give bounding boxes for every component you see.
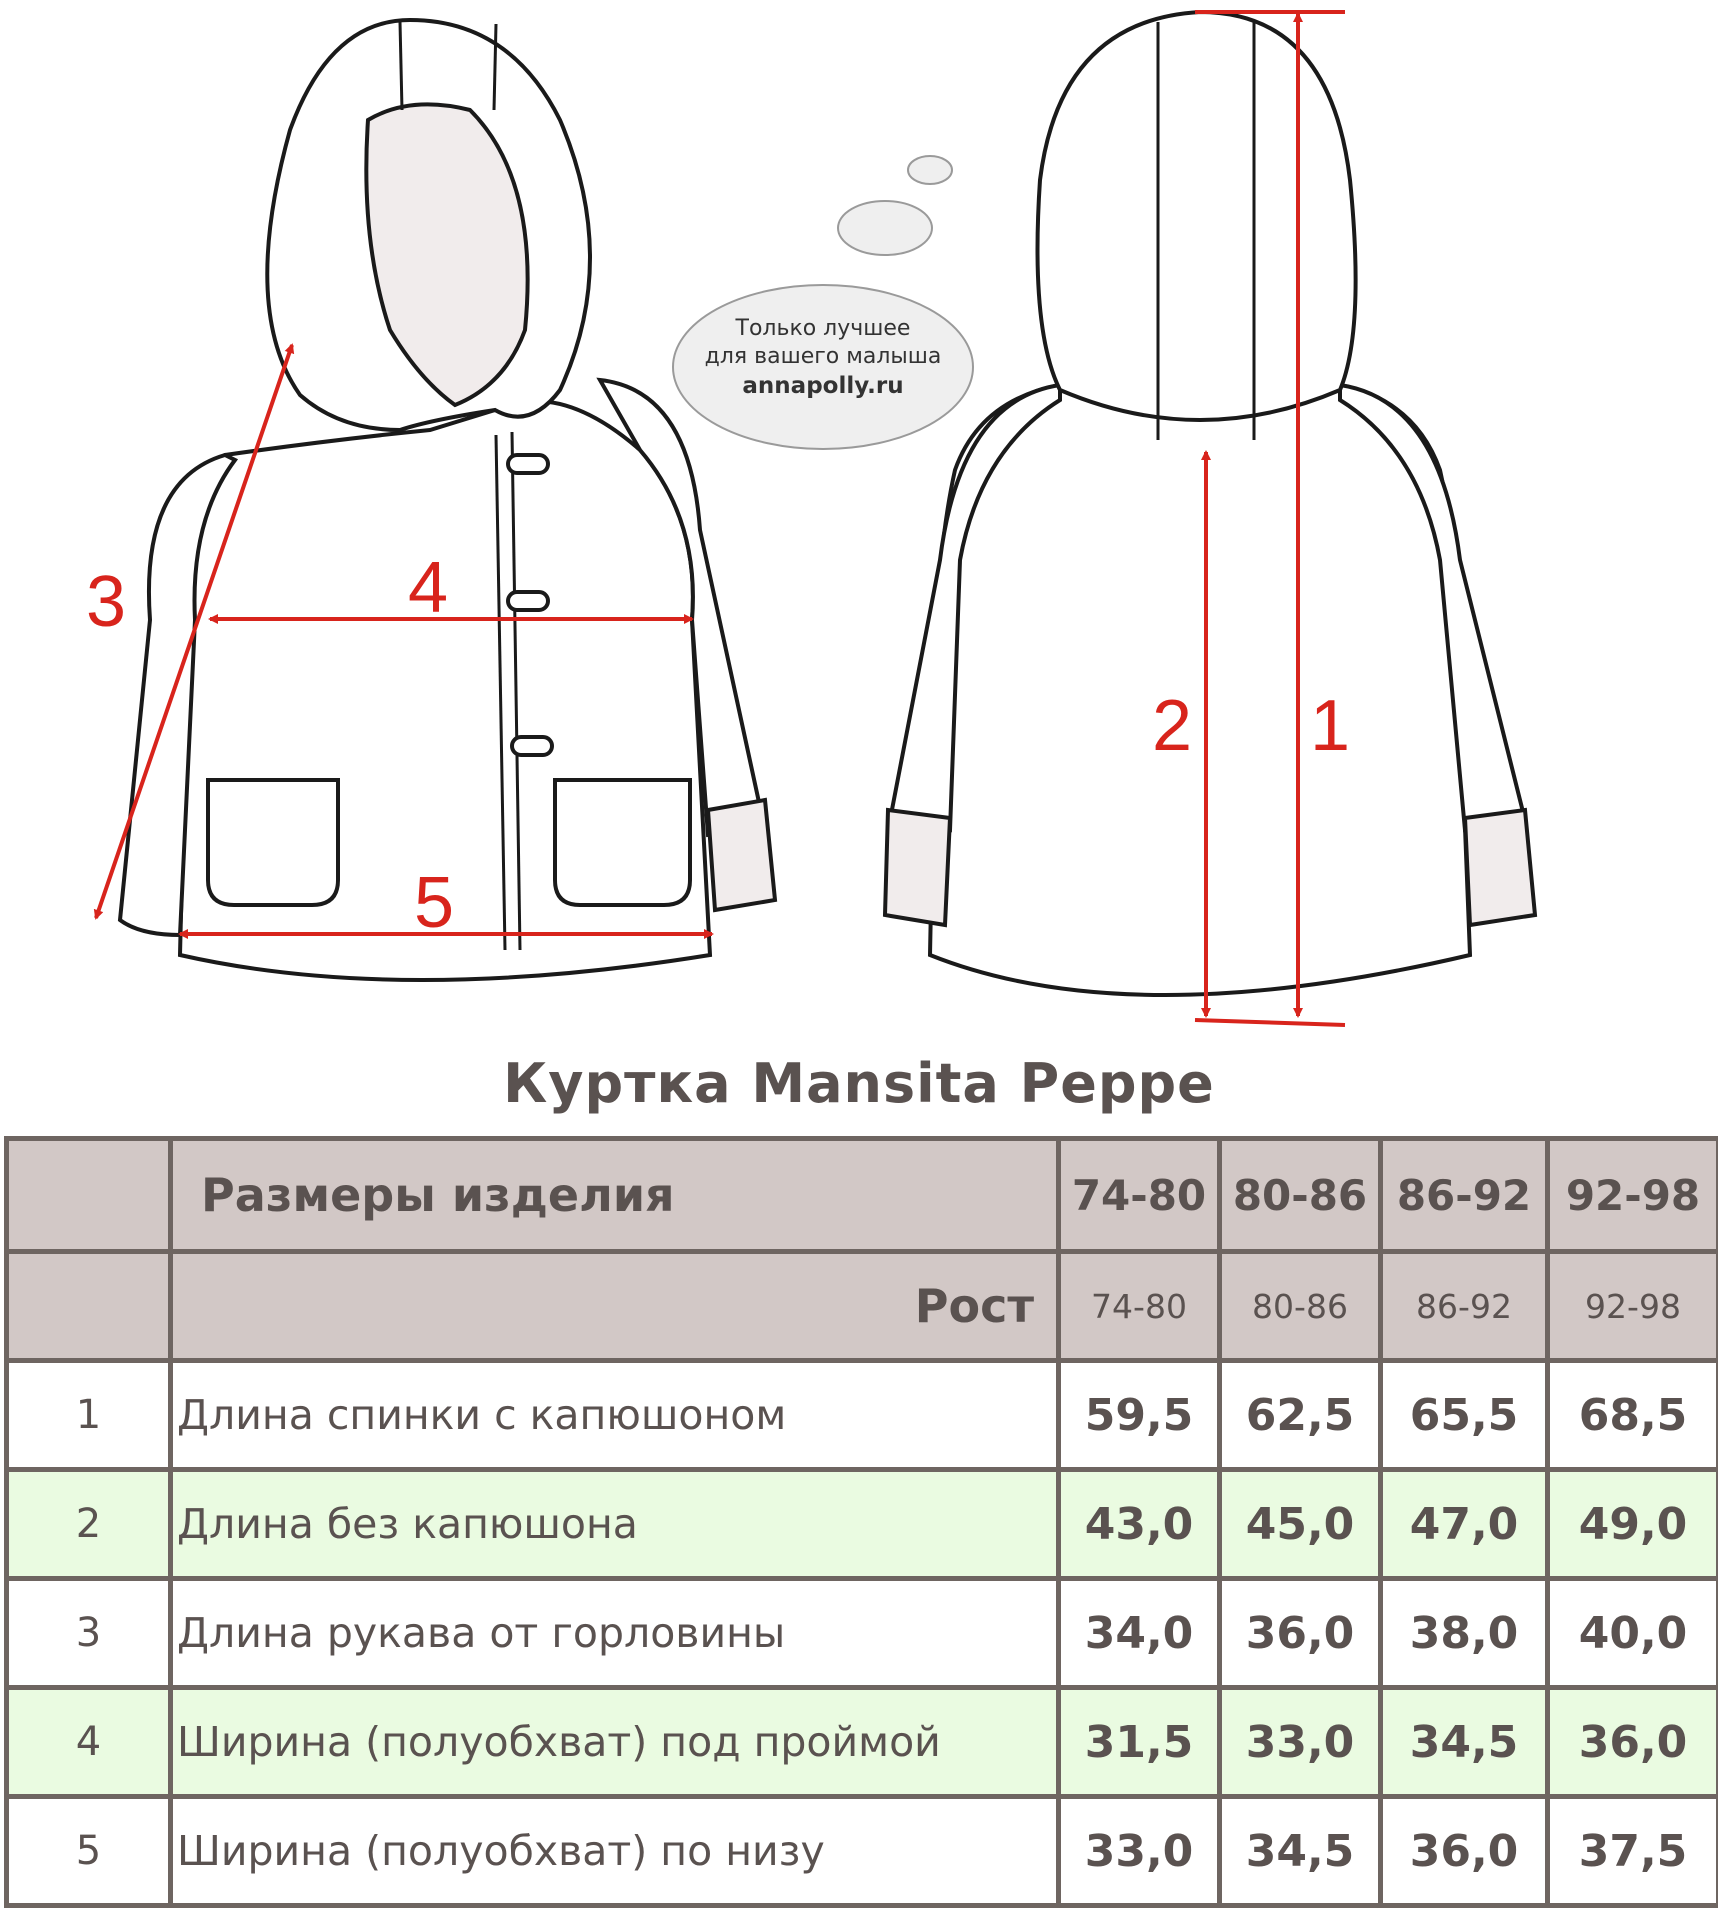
row-value: 59,5 bbox=[1059, 1361, 1220, 1470]
size-chart-table bbox=[4, 1136, 1718, 1908]
bubble-site-link[interactable]: annapolly.ru bbox=[673, 371, 973, 401]
row-value: 36,0 bbox=[1220, 1579, 1381, 1688]
header-size: 92-98 bbox=[1548, 1139, 1718, 1252]
row-value: 37,5 bbox=[1548, 1797, 1718, 1906]
header-empty-cell bbox=[7, 1252, 171, 1361]
jacket-back-view bbox=[885, 12, 1535, 995]
row-value: 36,0 bbox=[1381, 1797, 1548, 1906]
row-value: 34,5 bbox=[1220, 1797, 1381, 1906]
product-title: Куртка Mansita Peppe bbox=[0, 1052, 1718, 1115]
row-number: 3 bbox=[7, 1579, 171, 1688]
measure-marker-4: 4 bbox=[408, 552, 448, 624]
row-label: Ширина (полуобхват) по низу bbox=[171, 1797, 1059, 1906]
row-value: 34,0 bbox=[1059, 1579, 1220, 1688]
row-label: Ширина (полуобхват) под проймой bbox=[171, 1688, 1059, 1797]
header-height: 92-98 bbox=[1548, 1252, 1718, 1361]
row-number: 2 bbox=[7, 1470, 171, 1579]
measure-marker-1: 1 bbox=[1310, 690, 1350, 762]
row-value: 33,0 bbox=[1059, 1797, 1220, 1906]
header-size: 80-86 bbox=[1220, 1139, 1381, 1252]
row-label: Длина рукава от горловины bbox=[171, 1579, 1059, 1688]
jacket-front-view bbox=[120, 20, 775, 980]
row-value: 33,0 bbox=[1220, 1688, 1381, 1797]
row-value: 36,0 bbox=[1548, 1688, 1718, 1797]
row-value: 62,5 bbox=[1220, 1361, 1381, 1470]
row-value: 34,5 bbox=[1381, 1688, 1548, 1797]
row-label: Длина спинки с капюшоном bbox=[171, 1361, 1059, 1470]
header-height: 74-80 bbox=[1059, 1252, 1220, 1361]
measure-marker-2: 2 bbox=[1152, 690, 1192, 762]
row-value: 31,5 bbox=[1059, 1688, 1220, 1797]
header-size: 86-92 bbox=[1381, 1139, 1548, 1252]
bubble-line-1: Только лучшее bbox=[673, 315, 973, 343]
table-row bbox=[7, 1688, 1718, 1797]
header-size: 74-80 bbox=[1059, 1139, 1220, 1252]
bubble-line-2: для вашего малыша bbox=[673, 343, 973, 371]
row-value: 40,0 bbox=[1548, 1579, 1718, 1688]
measure-marker-5: 5 bbox=[414, 867, 454, 939]
measure-marker-3: 3 bbox=[86, 566, 126, 638]
row-number: 1 bbox=[7, 1361, 171, 1470]
row-value: 68,5 bbox=[1548, 1361, 1718, 1470]
row-value: 65,5 bbox=[1381, 1361, 1548, 1470]
row-number: 4 bbox=[7, 1688, 171, 1797]
row-number: 5 bbox=[7, 1797, 171, 1906]
row-value: 38,0 bbox=[1381, 1579, 1548, 1688]
header-height: 80-86 bbox=[1220, 1252, 1381, 1361]
row-value: 47,0 bbox=[1381, 1470, 1548, 1579]
table-row bbox=[7, 1797, 1718, 1906]
table-header-sizes bbox=[7, 1139, 1718, 1252]
header-height-label: Рост bbox=[171, 1252, 1059, 1361]
header-sizes-label: Размеры изделия bbox=[171, 1139, 1059, 1252]
header-empty-cell bbox=[7, 1139, 171, 1252]
table-row bbox=[7, 1470, 1718, 1579]
table-row bbox=[7, 1361, 1718, 1470]
table-header-height bbox=[7, 1252, 1718, 1361]
row-value: 49,0 bbox=[1548, 1470, 1718, 1579]
row-label: Длина без капюшона bbox=[171, 1470, 1059, 1579]
table-row bbox=[7, 1579, 1718, 1688]
bubble-text bbox=[673, 287, 973, 447]
row-value: 43,0 bbox=[1059, 1470, 1220, 1579]
row-value: 45,0 bbox=[1220, 1470, 1381, 1579]
header-height: 86-92 bbox=[1381, 1252, 1548, 1361]
